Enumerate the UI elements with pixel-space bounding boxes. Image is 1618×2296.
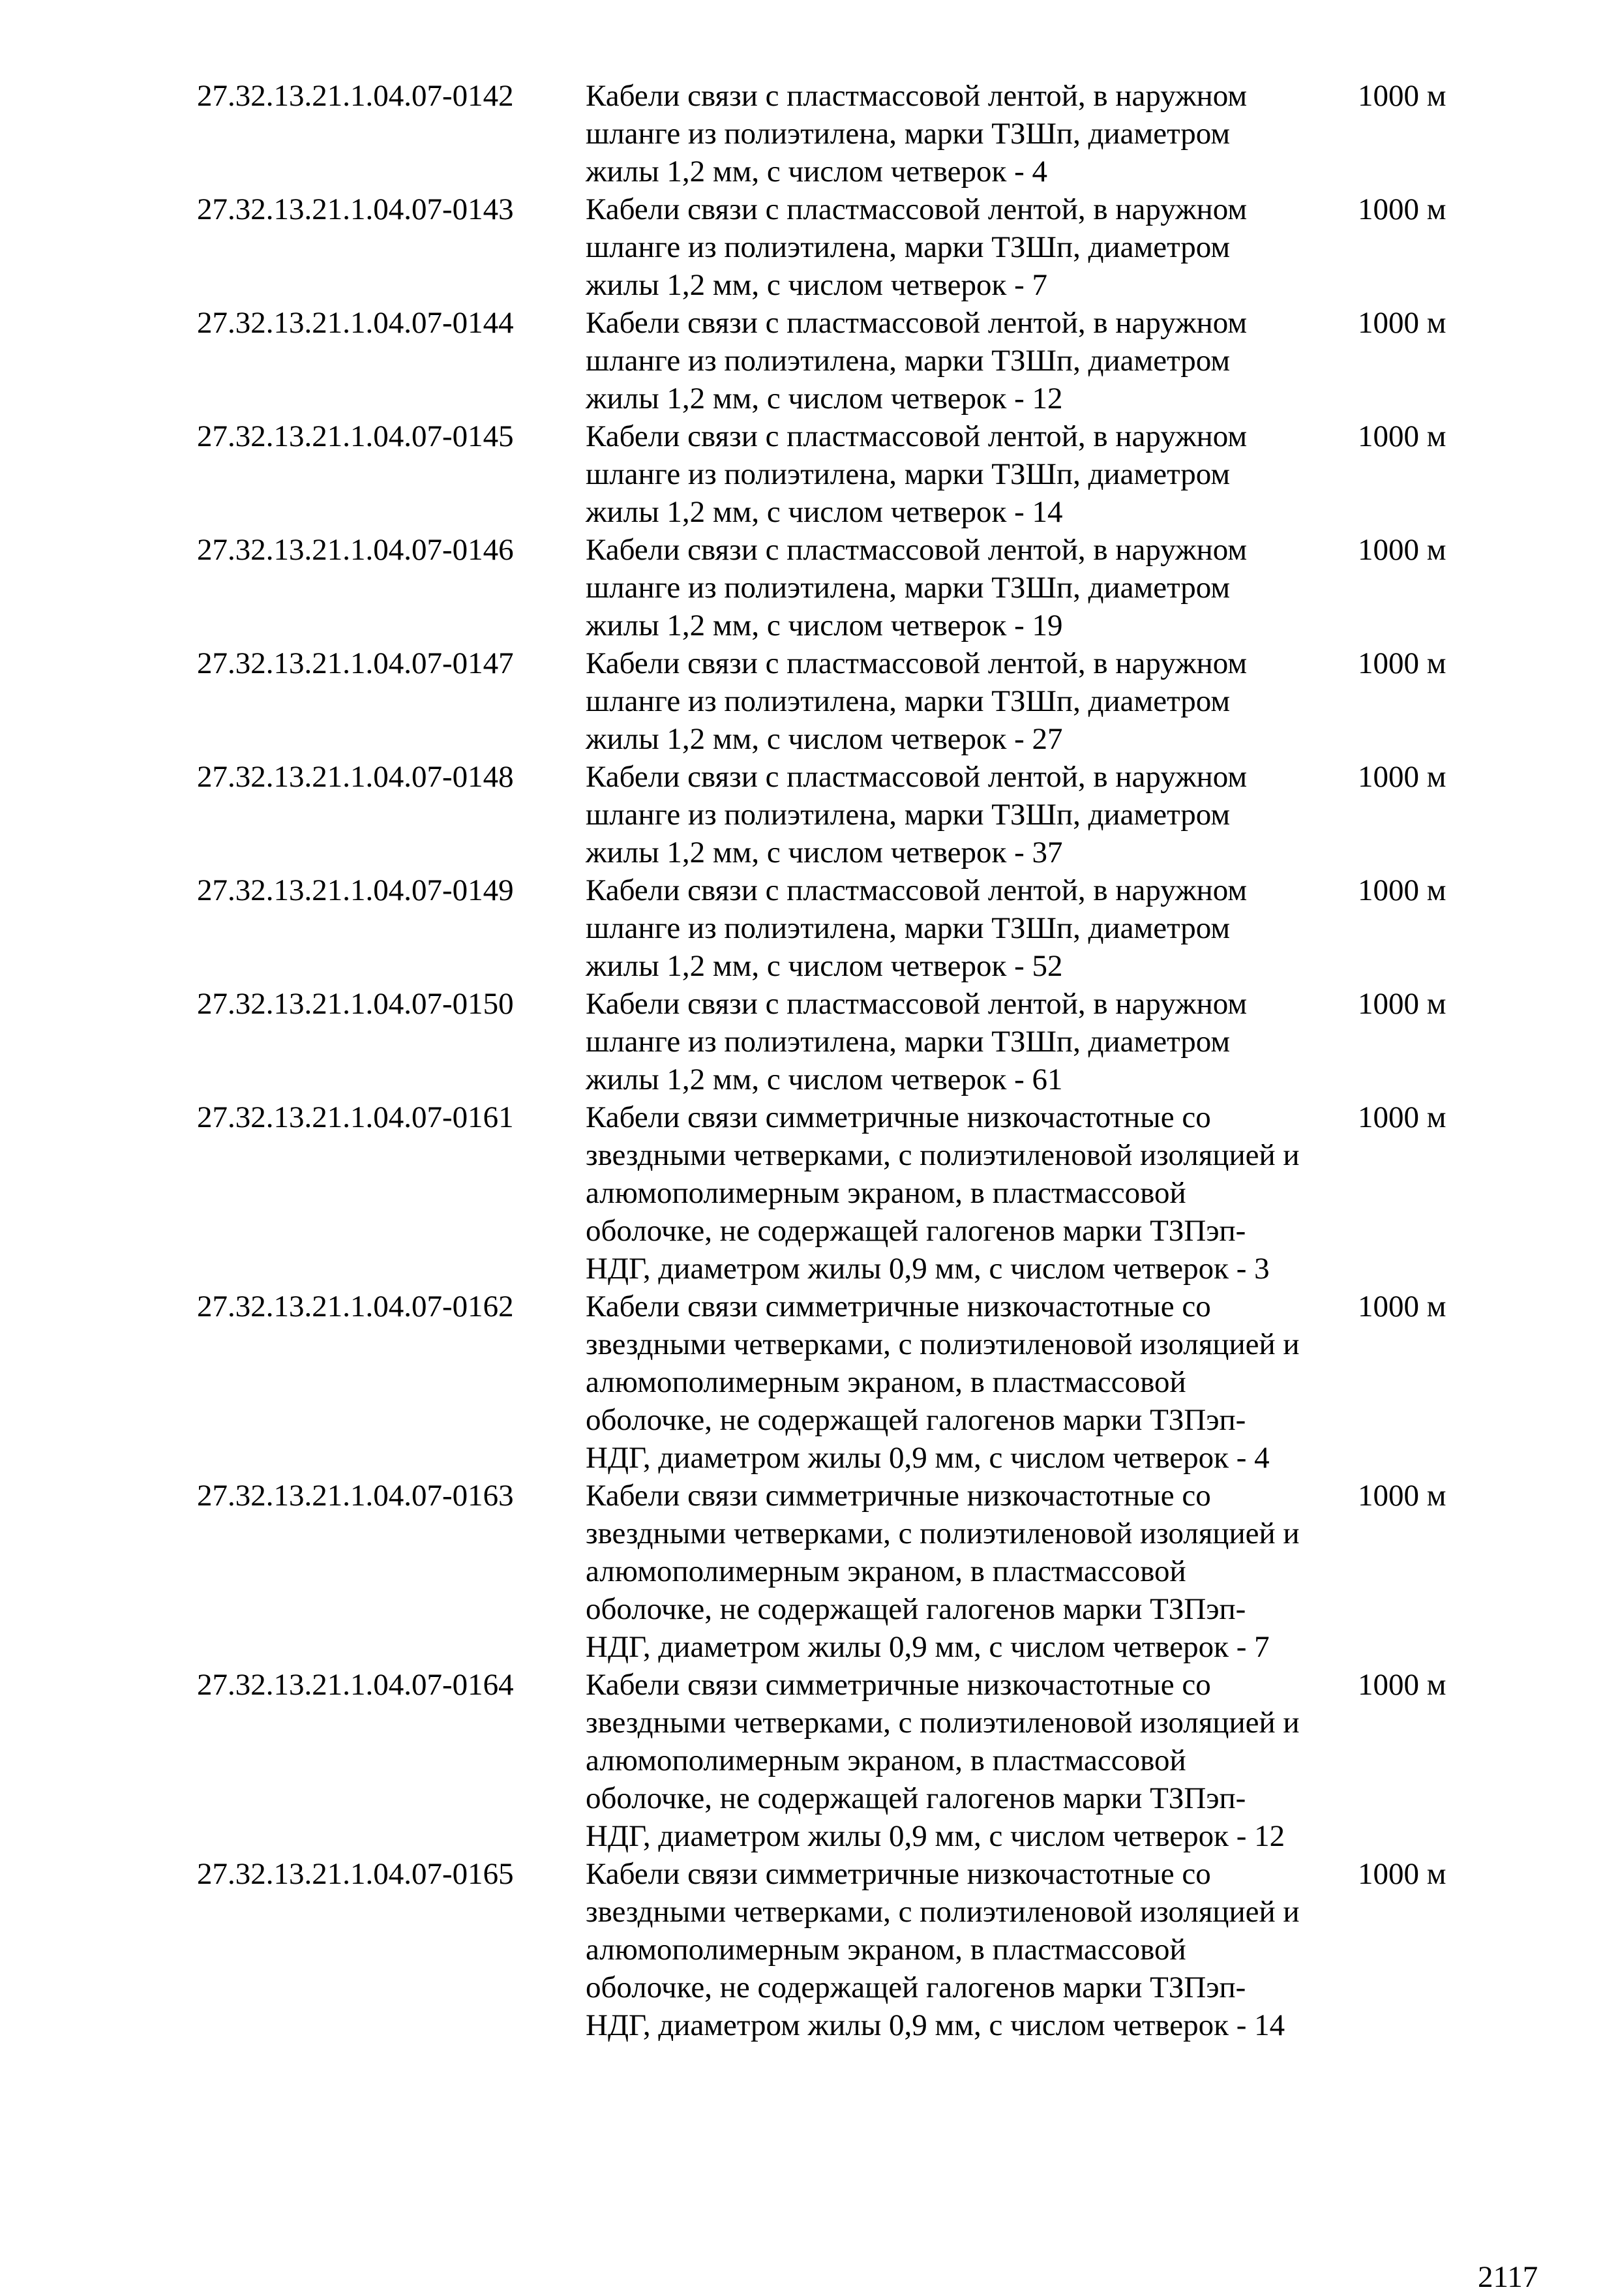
resource-code: 27.32.13.21.1.04.07-0150 xyxy=(197,987,514,1021)
resource-description: Кабели связи симметричные низкочастотные со звездными четверками, с полиэтиленовой изоляцией и алюмополимерным экраном, в пластмассовой оболочке, не содержащей галогенов марки ТЗПэп- НДГ, диаметром жилы 0,9 мм, с числом четверок - 3 xyxy=(586,1100,1300,1286)
resource-description: Кабели связи с пластмассовой лентой, в наружном шланге из полиэтилена, марки ТЗШп, диаметром жилы 1,2 мм, с числом четверок - 61 xyxy=(586,987,1248,1096)
resource-description: Кабели связи с пластмассовой лентой, в наружном шланге из полиэтилена, марки ТЗШп, диаметром жилы 1,2 мм, с числом четверок - 4 xyxy=(586,79,1248,189)
unit-of-measure: 1000 м xyxy=(1358,306,1446,340)
unit-of-measure: 1000 м xyxy=(1358,419,1446,453)
unit-of-measure: 1000 м xyxy=(1358,1479,1446,1513)
unit-of-measure: 1000 м xyxy=(1358,533,1446,567)
table-row xyxy=(197,77,1501,190)
table-row xyxy=(197,1477,1501,1666)
resource-code: 27.32.13.21.1.04.07-0144 xyxy=(197,306,514,340)
resource-code: 27.32.13.21.1.04.07-0142 xyxy=(197,79,514,113)
resource-code: 27.32.13.21.1.04.07-0146 xyxy=(197,533,514,567)
resource-description: Кабели связи с пластмассовой лентой, в наружном шланге из полиэтилена, марки ТЗШп, диаметром жилы 1,2 мм, с числом четверок - 19 xyxy=(586,533,1248,642)
unit-of-measure: 1000 м xyxy=(1358,1290,1446,1323)
resource-code: 27.32.13.21.1.04.07-0143 xyxy=(197,192,514,226)
unit-of-measure: 1000 м xyxy=(1358,760,1446,794)
table-row xyxy=(197,871,1501,985)
resource-code: 27.32.13.21.1.04.07-0148 xyxy=(197,760,514,794)
resource-code: 27.32.13.21.1.04.07-0161 xyxy=(197,1100,514,1134)
resource-code: 27.32.13.21.1.04.07-0145 xyxy=(197,419,514,453)
resource-description: Кабели связи с пластмассовой лентой, в наружном шланге из полиэтилена, марки ТЗШп, диаметром жилы 1,2 мм, с числом четверок - 14 xyxy=(586,419,1248,529)
unit-of-measure: 1000 м xyxy=(1358,1857,1446,1891)
table-row xyxy=(197,1098,1501,1288)
table-row xyxy=(197,1666,1501,1855)
unit-of-measure: 1000 м xyxy=(1358,987,1446,1021)
resource-code: 27.32.13.21.1.04.07-0164 xyxy=(197,1668,514,1702)
resource-description: Кабели связи с пластмассовой лентой, в наружном шланге из полиэтилена, марки ТЗШп, диаметром жилы 1,2 мм, с числом четверок - 7 xyxy=(586,192,1248,302)
resource-description: Кабели связи симметричные низкочастотные со звездными четверками, с полиэтиленовой изоляцией и алюмополимерным экраном, в пластмассовой оболочке, не содержащей галогенов марки ТЗПэп- НДГ, диаметром жилы 0,9 мм, с числом четверок - 14 xyxy=(586,1857,1300,2042)
resource-description: Кабели связи симметричные низкочастотные со звездными четверками, с полиэтиленовой изоляцией и алюмополимерным экраном, в пластмассовой оболочке, не содержащей галогенов марки ТЗПэп- НДГ, диаметром жилы 0,9 мм, с числом четверок - 12 xyxy=(586,1668,1300,1853)
table-row xyxy=(197,1288,1501,1477)
table-row xyxy=(197,417,1501,531)
unit-of-measure: 1000 м xyxy=(1358,192,1446,226)
table-row xyxy=(197,304,1501,417)
table-row xyxy=(197,985,1501,1098)
unit-of-measure: 1000 м xyxy=(1358,646,1446,680)
unit-of-measure: 1000 м xyxy=(1358,79,1446,113)
unit-of-measure: 1000 м xyxy=(1358,1100,1446,1134)
resource-table xyxy=(197,77,1501,2044)
resource-code: 27.32.13.21.1.04.07-0149 xyxy=(197,873,514,907)
table-row xyxy=(197,531,1501,644)
resource-code: 27.32.13.21.1.04.07-0163 xyxy=(197,1479,514,1513)
page-number: 2117 xyxy=(1478,2260,1538,2294)
resource-code: 27.32.13.21.1.04.07-0165 xyxy=(197,1857,514,1891)
resource-description: Кабели связи с пластмассовой лентой, в наружном шланге из полиэтилена, марки ТЗШп, диаметром жилы 1,2 мм, с числом четверок - 52 xyxy=(586,873,1248,983)
table-row xyxy=(197,1855,1501,2044)
resource-description: Кабели связи симметричные низкочастотные со звездными четверками, с полиэтиленовой изоляцией и алюмополимерным экраном, в пластмассовой оболочке, не содержащей галогенов марки ТЗПэп- НДГ, диаметром жилы 0,9 мм, с числом четверок - 4 xyxy=(586,1290,1300,1475)
resource-code: 27.32.13.21.1.04.07-0162 xyxy=(197,1290,514,1323)
resource-description: Кабели связи с пластмассовой лентой, в наружном шланге из полиэтилена, марки ТЗШп, диаметром жилы 1,2 мм, с числом четверок - 27 xyxy=(586,646,1248,756)
resource-code: 27.32.13.21.1.04.07-0147 xyxy=(197,646,514,680)
unit-of-measure: 1000 м xyxy=(1358,873,1446,907)
table-row xyxy=(197,758,1501,871)
unit-of-measure: 1000 м xyxy=(1358,1668,1446,1702)
table-row xyxy=(197,190,1501,304)
table-row xyxy=(197,644,1501,758)
resource-description: Кабели связи с пластмассовой лентой, в наружном шланге из полиэтилена, марки ТЗШп, диаметром жилы 1,2 мм, с числом четверок - 12 xyxy=(586,306,1248,415)
resource-description: Кабели связи с пластмассовой лентой, в наружном шланге из полиэтилена, марки ТЗШп, диаметром жилы 1,2 мм, с числом четверок - 37 xyxy=(586,760,1248,869)
resource-description: Кабели связи симметричные низкочастотные со звездными четверками, с полиэтиленовой изоляцией и алюмополимерным экраном, в пластмассовой оболочке, не содержащей галогенов марки ТЗПэп- НДГ, диаметром жилы 0,9 мм, с числом четверок - 7 xyxy=(586,1479,1300,1664)
